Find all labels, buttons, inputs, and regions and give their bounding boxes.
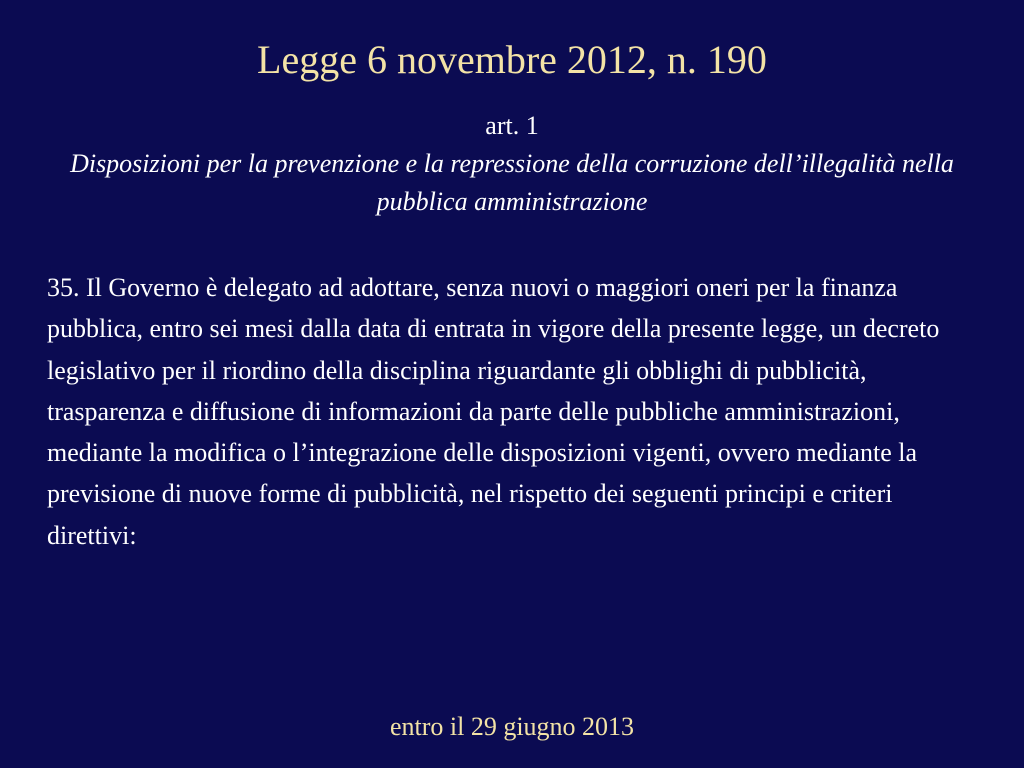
paragraph-35: 35. Il Governo è delegato ad adottare, senza nuovi o maggiori oneri per la finanza pubblica, entro sei mesi dalla data di entrata in vigore della presente legge, un decreto legislativo per il riordino della disciplina riguardante gli obblighi di pubblicità, trasparenza e diffusione di informazioni da parte delle pubbliche amministrazioni, mediante la modifica o l’integrazione delle disposizioni vigenti, ovvero mediante la previsione di nuove forme di pubblicità, nel rispetto dei seguenti principi e criteri direttivi: (47, 273, 940, 550)
deadline-note: entro il 29 giugno 2013 (389, 712, 635, 741)
subtitle-block (40, 107, 984, 221)
article-description: Disposizioni per la prevenzione e la repressione della corruzione dell’illegalità nella pubblica amministrazione (70, 149, 954, 216)
slide-title: Legge 6 novembre 2012, n. 190 (257, 37, 767, 82)
article-label: art. 1 (485, 111, 539, 140)
